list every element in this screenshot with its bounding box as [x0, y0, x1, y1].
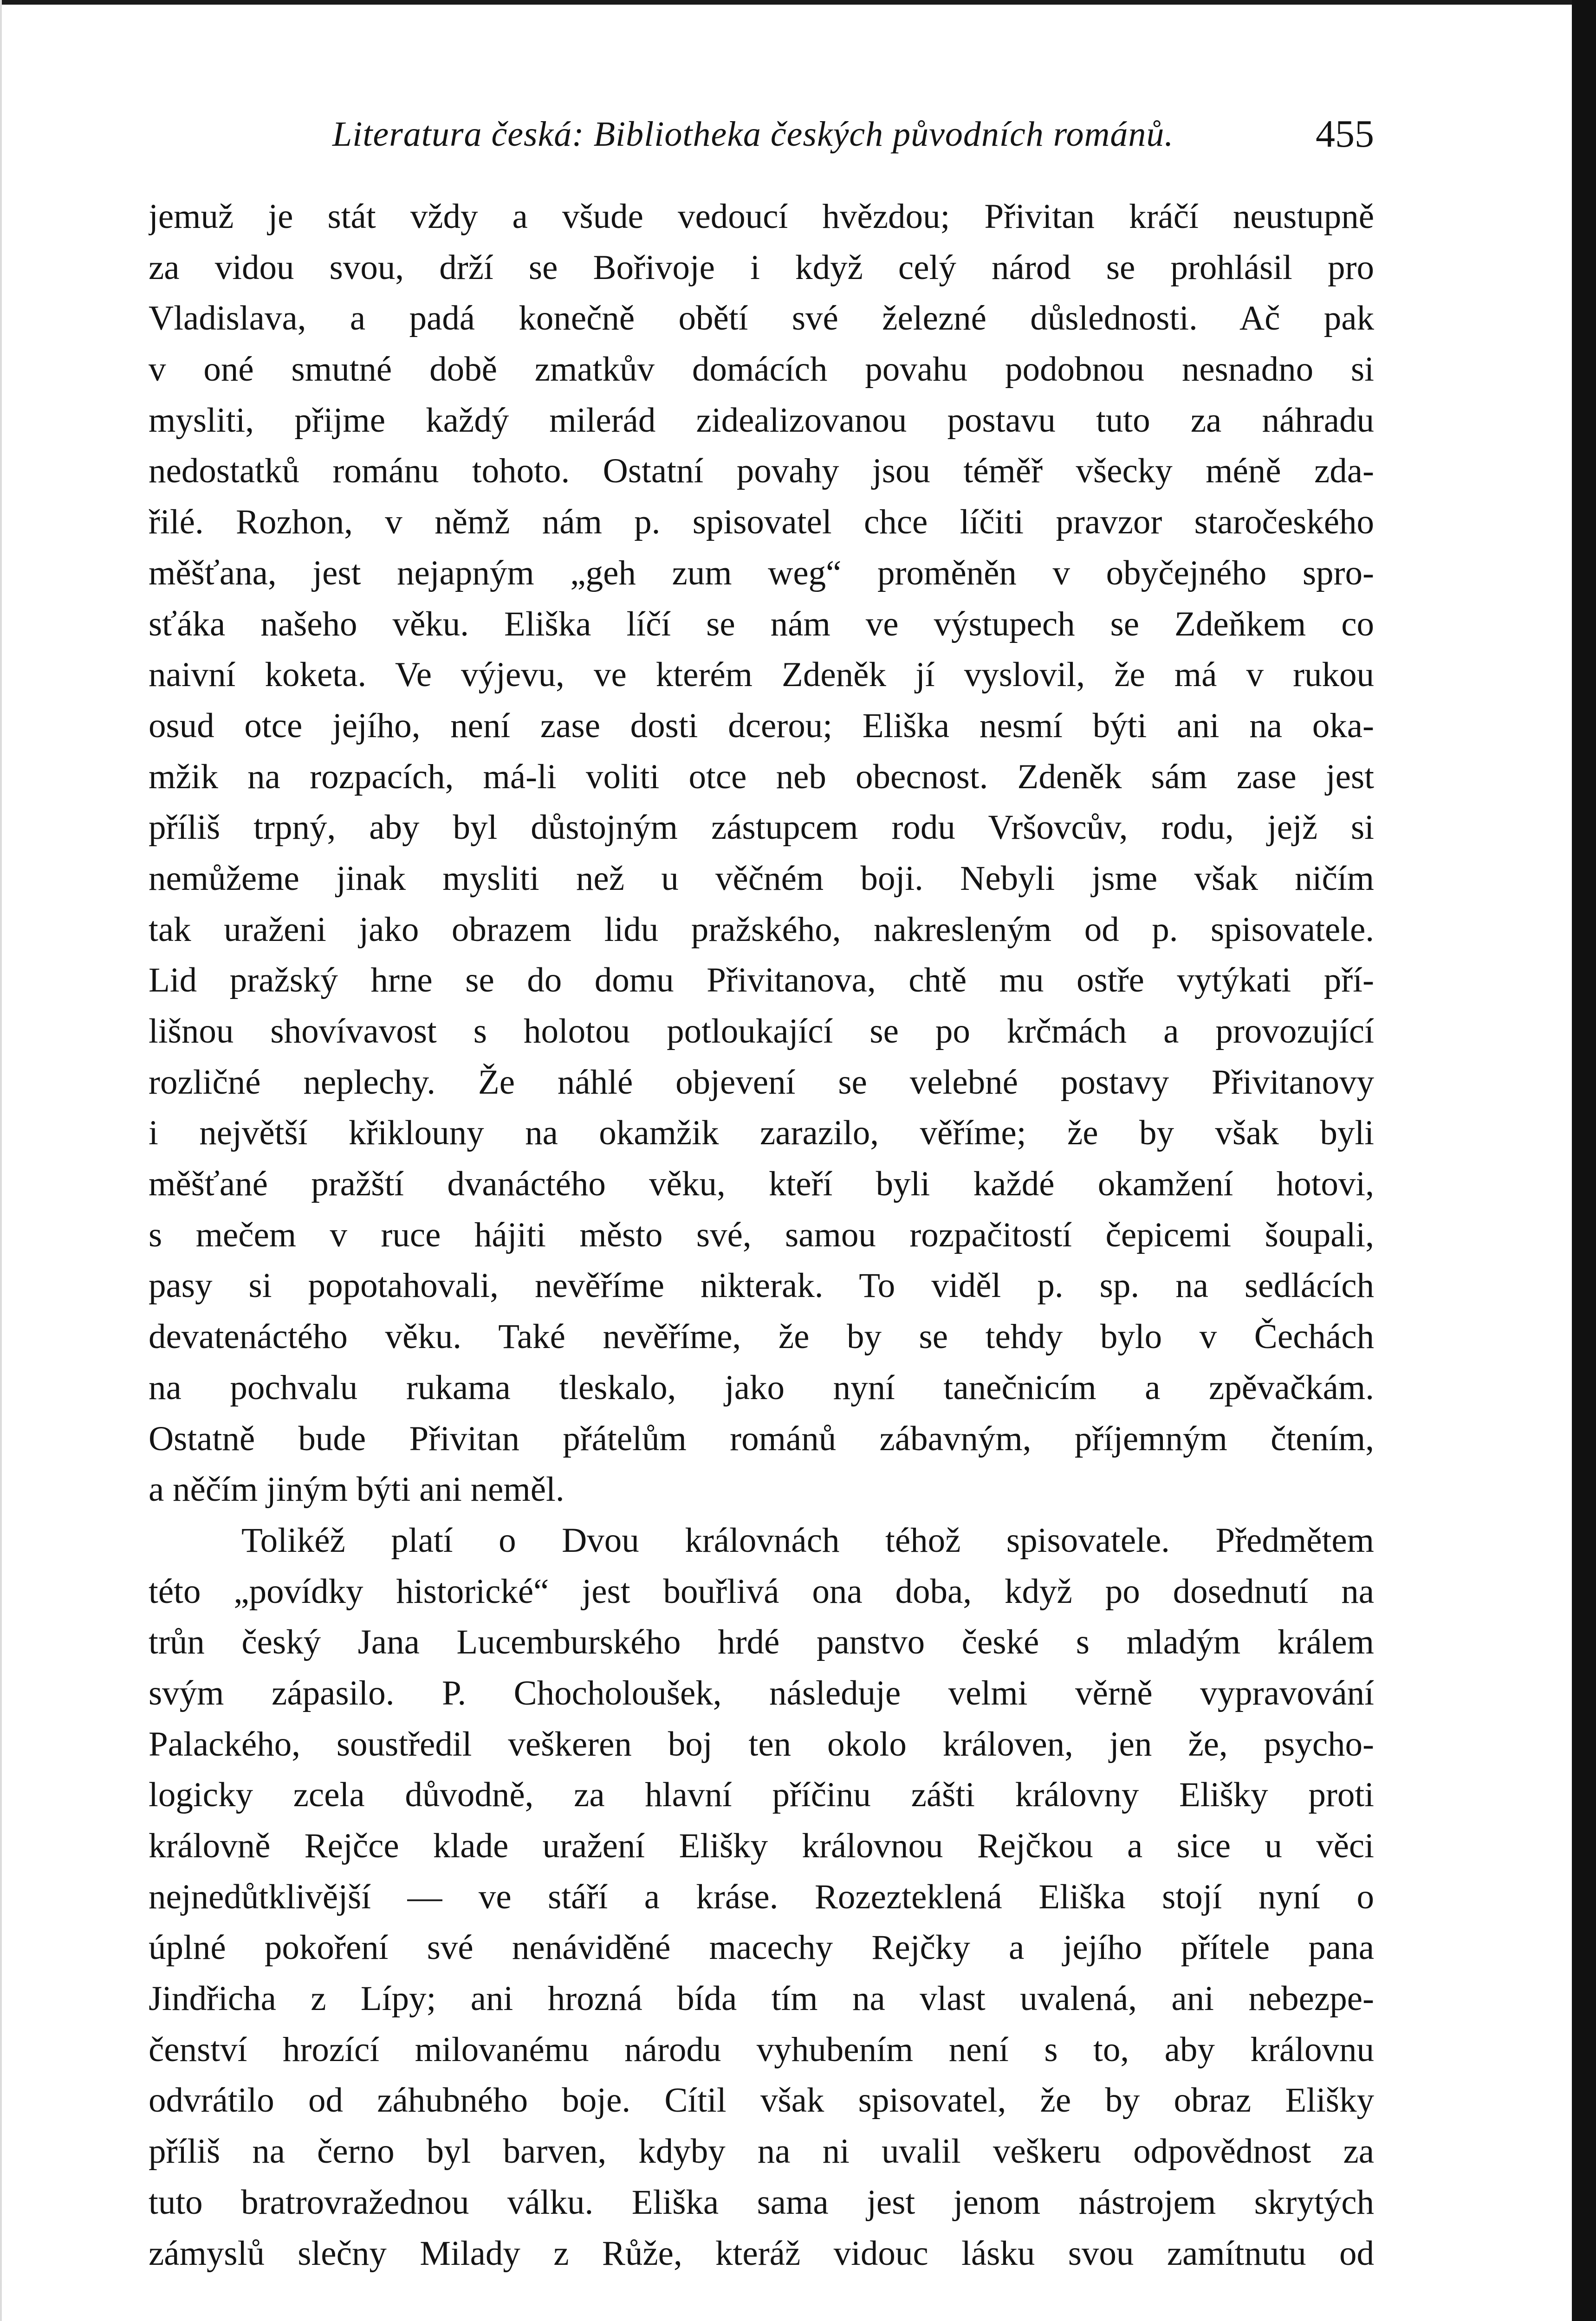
text-line: Palackého, soustředil veškeren boj ten okolo královen, jen že, psycho-: [149, 1725, 1374, 1763]
text-line: mžik na rozpacích, má-li voliti otce neb obecnost. Zdeněk sám zase jest: [149, 757, 1374, 796]
text-line: měšťana, jest nejapným „geh zum weg“ proměněn v obyčejného spro-: [149, 553, 1374, 592]
text-line: jemuž je stát vždy a všude vedoucí hvězdou; Přivitan kráčí neustupně: [149, 197, 1374, 236]
paragraph-last-line: a něčím jiným býti ani neměl.: [149, 1470, 564, 1509]
text-line: pasy si popotahovali, nevěříme nikterak. To viděl p. sp. na sedlácích: [149, 1266, 1374, 1305]
text-line: na pochvalu rukama tleskalo, jako nyní tanečnicím a zpěvačkám.: [149, 1368, 1374, 1407]
scan-edge-right: [1572, 0, 1596, 2321]
text-line: devatenáctého věku. Také nevěříme, že by se tehdy bylo v Čechách: [149, 1317, 1374, 1356]
text-line: trůn český Jana Lucemburského hrdé panstvo české s mladým králem: [149, 1623, 1374, 1662]
text-line: sťáka našeho věku. Eliška líčí se nám ve výstupech se Zdeňkem co: [149, 604, 1374, 643]
page-number: 455: [1316, 112, 1374, 156]
text-line: logicky zcela důvodně, za hlavní příčinu zášti královny Elišky proti: [149, 1776, 1374, 1815]
running-title: Literatura česká: Bibliotheka českých původních románů.: [332, 115, 1174, 154]
text-line: svým zápasilo. P. Chocholoušek, následuje velmi věrně vypravování: [149, 1673, 1374, 1712]
text-line: řilé. Rozhon, v němž nám p. spisovatel chce líčiti pravzor staročeského: [149, 503, 1374, 542]
text-line: nemůžeme jinak mysliti než u věčném boji. Nebyli jsme však ničím: [149, 859, 1374, 898]
scan-edge-left: [0, 0, 2, 2321]
text-line: čenství hrozící milovanému národu vyhubením není s to, aby královnu: [149, 2030, 1374, 2069]
text-line: Ostatně bude Přivitan přátelům románů zábavným, příjemným čtením,: [149, 1419, 1374, 1458]
text-line: i největší křiklouny na okamžik zarazilo, věříme; že by však byli: [149, 1114, 1374, 1153]
text-line: Lid pražský hrne se do domu Přivitanova, chtě mu ostře vytýkati pří-: [149, 961, 1374, 1000]
text-line: naivní koketa. Ve výjevu, ve kterém Zdeněk jí vyslovil, že má v rukou: [149, 655, 1374, 694]
text-line: úplné pokoření své nenáviděné macechy Rejčky a jejího přítele pana: [149, 1928, 1374, 1967]
page-header: [149, 107, 1374, 162]
text-line: mysliti, přijme každý milerád zidealizovanou postavu tuto za náhradu: [149, 401, 1374, 440]
text-line: tuto bratrovražednou válku. Eliška sama jest jenom nástrojem skrytých: [149, 2183, 1374, 2222]
text-line: s mečem v ruce hájiti město své, samou rozpačitostí čepicemi šoupali,: [149, 1215, 1374, 1254]
text-line: měšťané pražští dvanáctého věku, kteří byli každé okamžení hotovi,: [149, 1165, 1374, 1204]
text-line: nejnedůtklivější — ve stáří a kráse. Rozezteklená Eliška stojí nyní o: [149, 1877, 1374, 1916]
scan-edge-top: [0, 0, 1596, 5]
text-line: lišnou shovívavost s holotou potloukající se po krčmách a provozující: [149, 1012, 1374, 1050]
text-line: v oné smutné době zmatkův domácích povahu podobnou nesnadno si: [149, 350, 1374, 389]
text-line: odvrátilo od záhubného boje. Cítil však spisovatel, že by obraz Elišky: [149, 2081, 1374, 2120]
text-line: tak uraženi jako obrazem lidu pražského, nakresleným od p. spisovatele.: [149, 910, 1374, 949]
text-line: Vladislava, a padá konečně obětí své železné důslednosti. Ač pak: [149, 299, 1374, 338]
text-line: nedostatků románu tohoto. Ostatní povahy jsou téměř všecky méně zda-: [149, 452, 1374, 491]
body-text: [149, 191, 1374, 2279]
text-line: královně Rejčce klade uražení Elišky královnou Rejčkou a sice u věci: [149, 1827, 1374, 1865]
text-line: zámyslů slečny Milady z Růže, kteráž vidouc lásku svou zamítnutu od: [149, 2234, 1374, 2273]
paragraph-first-line: Tolikéž platí o Dvou královnách téhož spisovatele. Předmětem: [241, 1521, 1374, 1560]
text-line: Jindřicha z Lípy; ani hrozná bída tím na vlast uvalená, ani nebezpe-: [149, 1979, 1374, 2018]
text-line: za vidou svou, drží se Bořivoje i když celý národ se prohlásil pro: [149, 248, 1374, 287]
text-line: příliš na černo byl barven, kdyby na ni uvalil veškeru odpovědnost za: [149, 2132, 1374, 2171]
text-line: rozličné neplechy. Že náhlé objevení se velebné postavy Přivitanovy: [149, 1063, 1374, 1102]
text-line: příliš trpný, aby byl důstojným zástupcem rodu Vršovcův, rodu, jejž si: [149, 808, 1374, 847]
text-line: této „povídky historické“ jest bouřlivá ona doba, když po dosednutí na: [149, 1572, 1374, 1611]
text-line: osud otce jejího, není zase dosti dcerou; Eliška nesmí býti ani na oka-: [149, 706, 1374, 745]
